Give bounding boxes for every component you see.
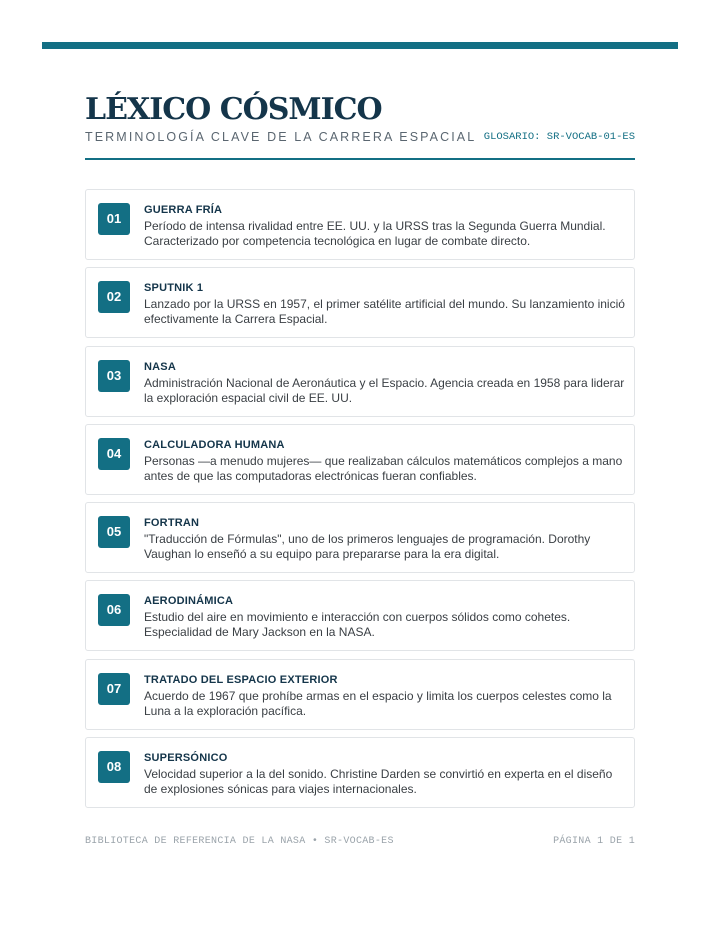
term-number-badge: 01 [98, 203, 130, 235]
term-number-badge: 07 [98, 673, 130, 705]
term-card [85, 267, 635, 338]
term-number-badge: 05 [98, 516, 130, 548]
term-definition: Acuerdo de 1967 que prohíbe armas en el espacio y limita los cuerpos celestes como la Luna a la exploración pacífica. [144, 688, 612, 718]
term-card [85, 346, 635, 417]
document-header [85, 92, 635, 148]
term-card [85, 189, 635, 260]
term-name: GUERRA FRÍA [144, 204, 223, 216]
term-card [85, 424, 635, 495]
term-definition: Velocidad superior a la del sonido. Christine Darden se convirtió en experta en el diseño de explosiones sónicas para viajes internacionales. [144, 767, 613, 797]
page-title: LÉXICO CÓSMICO [85, 92, 382, 127]
page-subtitle: TERMINOLOGÍA CLAVE DE LA CARRERA ESPACIAL [85, 130, 477, 144]
term-list [85, 189, 635, 815]
term-name: CALCULADORA HUMANA [144, 438, 285, 451]
term-card [85, 659, 635, 730]
term-name: TRATADO DEL ESPACIO EXTERIOR [144, 673, 338, 686]
footer-reference: BIBLIOTECA DE REFERENCIA DE LA NASA • SR-VOCAB-ES [85, 836, 394, 847]
term-card [85, 502, 635, 573]
term-card [85, 737, 635, 808]
page-number: PÁGINA 1 DE 1 [553, 836, 635, 847]
term-definition: Lanzado por la URSS en 1957, el primer satélite artificial del mundo. Su lanzamiento inició efectivamente la Carrera Espacial. [144, 297, 625, 327]
term-number-badge: 06 [98, 594, 130, 626]
term-name: SPUTNIK 1 [144, 282, 204, 295]
term-name: FORTRAN [144, 517, 200, 530]
subtitle-row [85, 128, 635, 148]
term-number-badge: 04 [98, 438, 130, 470]
term-number-badge: 03 [98, 360, 130, 392]
page-footer [85, 835, 635, 849]
header-divider [85, 158, 635, 160]
glossary-code: GLOSARIO: SR-VOCAB-01-ES [483, 131, 635, 143]
top-accent-bar [42, 42, 678, 49]
term-definition: Estudio del aire en movimiento e interacción con cuerpos sólidos como cohetes. Especialidad de Mary Jackson en la NASA. [144, 610, 571, 640]
term-name: NASA [144, 360, 176, 373]
term-definition: Personas —a menudo mujeres— que realizaban cálculos matemáticos complejos a mano antes de que las computadoras electrónicas fueran confiables. [144, 453, 623, 483]
term-definition: Administración Nacional de Aeronáutica y el Espacio. Agencia creada en 1958 para liderar la exploración espacial civil de EE. UU. [144, 375, 625, 405]
term-name: SUPERSÓNICO [144, 752, 228, 765]
term-number-badge: 08 [98, 751, 130, 783]
term-definition: Período de intensa rivalidad entre EE. UU. y la URSS tras la Segunda Guerra Mundial. Caracterizado por competencia tecnológica en lugar de combate directo. [144, 219, 606, 248]
term-definition: "Traducción de Fórmulas", uno de los primeros lenguajes de programación. Dorothy Vaughan lo enseñó a su equipo para prepararse para la era digital. [144, 532, 591, 562]
term-name: AERODINÁMICA [144, 595, 234, 608]
term-card [85, 580, 635, 651]
term-number-badge: 02 [98, 281, 130, 313]
